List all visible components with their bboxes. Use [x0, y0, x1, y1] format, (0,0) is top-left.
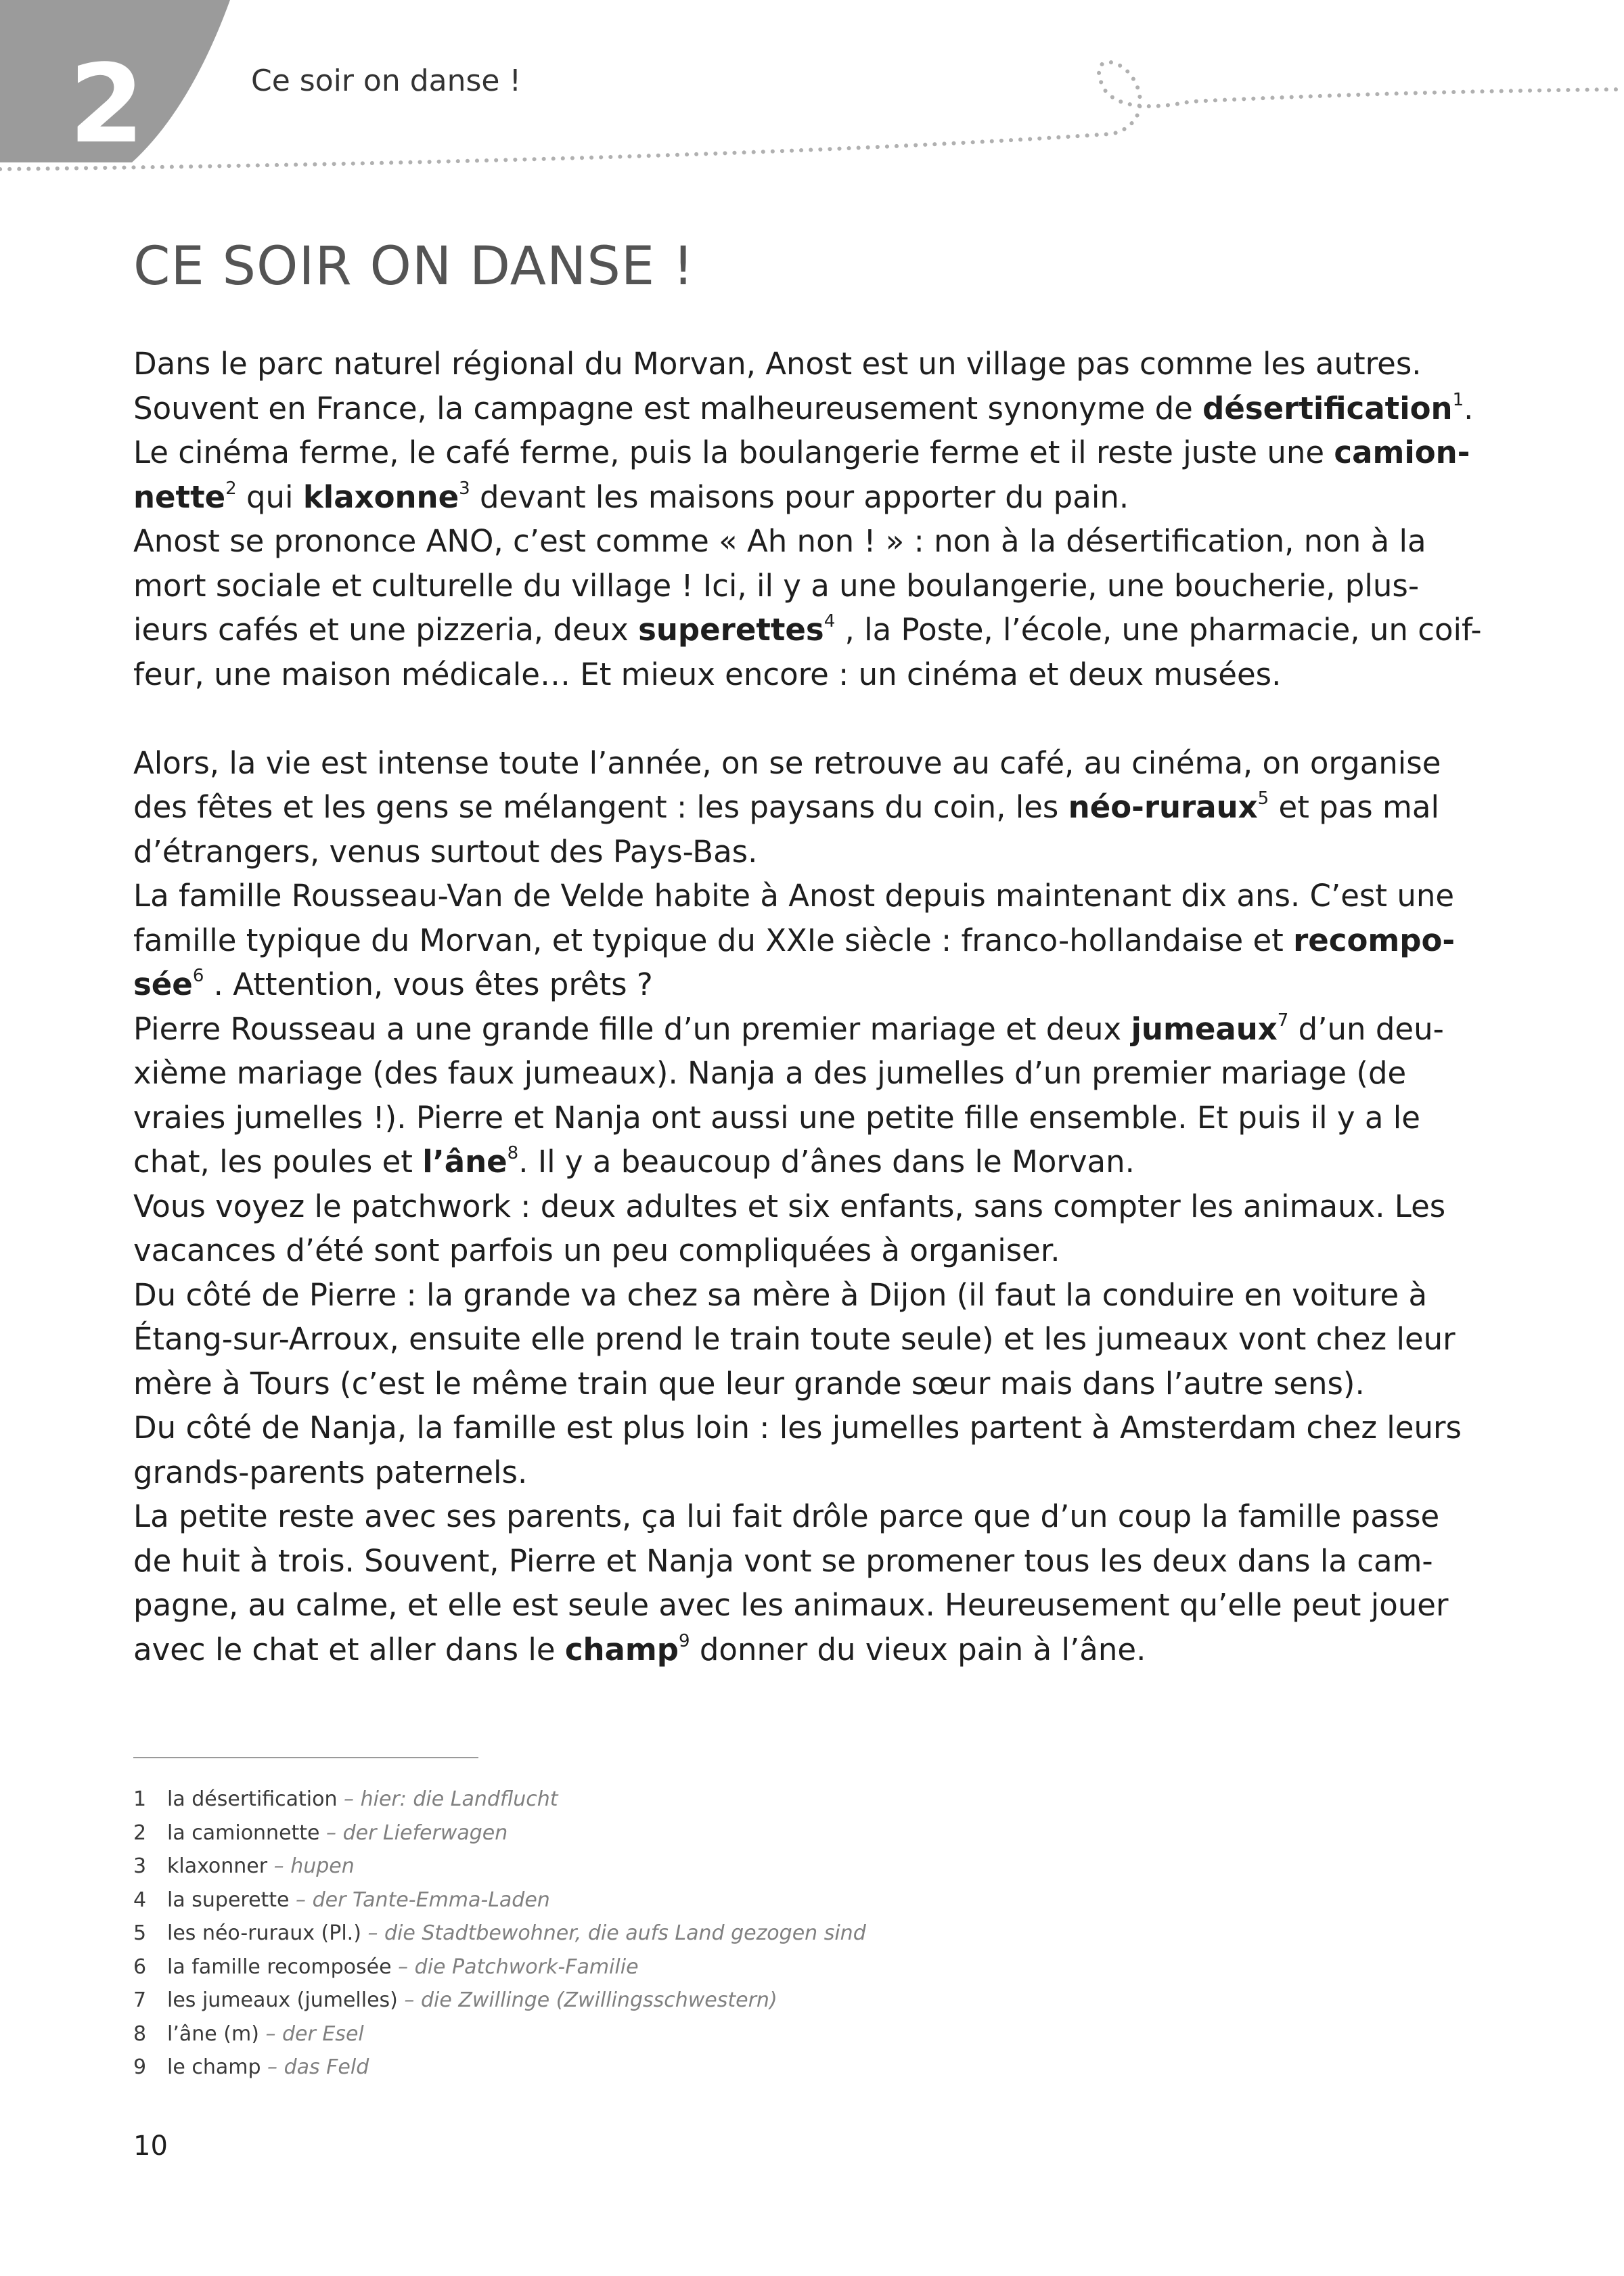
- vocab-term: désertification: [1202, 390, 1453, 426]
- footnote-gloss: die Patchwork-Familie: [414, 1955, 639, 1979]
- footnote-gloss: der Lieferwagen: [342, 1821, 508, 1845]
- footnote-term: la famille recomposée: [167, 1955, 392, 1979]
- footnote-number: 2: [133, 1821, 147, 1845]
- vocab-term: néo-ruraux: [1068, 789, 1258, 825]
- dotted-swirl-ornament: [0, 37, 1624, 183]
- text-line: vraies jumelles !). Pierre et Nanja ont aussi une petite fille ensemble. Et puis il y a le: [133, 1099, 1420, 1136]
- vocab-term: camion-: [1334, 434, 1470, 470]
- footnote-item: 7 les jumeaux (jumelles) – die Zwillinge (Zwillingsschwestern): [133, 1984, 866, 2017]
- text-line: Souvent en France, la campagne est malheureusement synonyme de désertification$^1$.: [133, 389, 1474, 426]
- text-line: sée$^6$ . Attention, vous êtes prêts ?: [133, 966, 653, 1002]
- text-line: pagne, au calme, et elle est seule avec les animaux. Heureusement qu’elle peut jouer: [133, 1587, 1449, 1623]
- text-line: famille typique du Morvan, et typique du XXIe siècle : franco-hollandaise et recompo-: [133, 922, 1456, 958]
- vocab-term: klaxonne: [302, 478, 459, 515]
- page-title: CE SOIR ON DANSE !: [133, 236, 695, 297]
- text-line: La famille Rousseau-Van de Velde habite à Anost depuis maintenant dix ans. C’est une: [133, 878, 1455, 914]
- chapter-number: 2: [69, 41, 145, 167]
- text-line: Vous voyez le patchwork : deux adultes et six enfants, sans compter les animaux. Les: [133, 1188, 1446, 1224]
- text-line: des fêtes et les gens se mélangent : les paysans du coin, les néo-ruraux$^5$ et pas mal: [133, 788, 1439, 825]
- footnote-item: 9 le champ – das Feld: [133, 2051, 866, 2084]
- footnote-term: l’âne (m): [167, 2022, 259, 2046]
- vocab-term: jumeaux: [1131, 1010, 1278, 1047]
- vocab-term: l’âne: [422, 1144, 508, 1180]
- footnote-ref: 8: [507, 1143, 519, 1163]
- footnote-item: 5 les néo-ruraux (Pl.) – die Stadtbewohner, die aufs Land gezogen sind: [133, 1917, 866, 1950]
- text-line: nette$^2$ qui klaxonne$^3$ devant les maisons pour apporter du pain.: [133, 478, 1129, 515]
- text-line: Du côté de Nanja, la famille est plus loin : les jumelles partent à Amsterdam chez leurs: [133, 1410, 1462, 1446]
- vocab-term: nette: [133, 478, 226, 515]
- footnote-number: 9: [133, 2055, 147, 2079]
- text-line: Étang-sur-Arroux, ensuite elle prend le train toute seule) et les jumeaux vont chez leur: [133, 1321, 1456, 1357]
- text-line: vacances d’été sont parfois un peu compliquées à organiser.: [133, 1232, 1060, 1268]
- vocab-term: superettes: [638, 612, 824, 648]
- footnote-ref: 2: [225, 478, 237, 499]
- footnote-ref: 6: [192, 966, 204, 986]
- text-line: La petite reste avec ses parents, ça lui fait drôle parce que d’un coup la famille passe: [133, 1498, 1440, 1534]
- footnote-item: 3 klaxonner – hupen: [133, 1850, 866, 1883]
- footnote-term: la désertification: [167, 1787, 338, 1811]
- footnote-divider: [133, 1757, 478, 1758]
- text-line: Dans le parc naturel régional du Morvan, Anost est un village pas comme les autres.: [133, 346, 1422, 382]
- footnote-ref: 9: [679, 1630, 690, 1651]
- footnote-gloss: die Stadtbewohner, die aufs Land gezogen sind: [384, 1921, 866, 1945]
- text-line: d’étrangers, venus surtout des Pays-Bas.: [133, 833, 758, 870]
- footnote-item: 4 la superette – der Tante-Emma-Laden: [133, 1883, 866, 1917]
- text-line: mère à Tours (c’est le même train que leur grande sœur mais dans l’autre sens).: [133, 1365, 1365, 1402]
- footnote-term: les jumeaux (jumelles): [167, 1988, 398, 2012]
- text-line: de huit à trois. Souvent, Pierre et Nanja vont se promener tous les deux dans la cam-: [133, 1542, 1433, 1579]
- footnote-term: la superette: [167, 1888, 290, 1912]
- footnote-number: 3: [133, 1854, 147, 1878]
- text-line: ieurs cafés et une pizzeria, deux superettes$^4$ , la Poste, l’école, une pharmacie, un coif-: [133, 611, 1482, 648]
- footnote-number: 6: [133, 1955, 147, 1979]
- footnote-gloss: die Zwillinge (Zwillingsschwestern): [420, 1988, 777, 2012]
- footnote-item: 6 la famille recomposée – die Patchwork-Familie: [133, 1950, 866, 1984]
- main-text: [133, 342, 1500, 1672]
- text-line: Anost se prononce ANO, c’est comme « Ah non ! » : non à la désertification, non à la: [133, 523, 1426, 559]
- vocab-term: champ: [564, 1631, 679, 1668]
- text-line: Le cinéma ferme, le café ferme, puis la boulangerie ferme et il reste juste une camion-: [133, 434, 1470, 470]
- footnote-number: 7: [133, 1988, 147, 2012]
- footnote-item: 2 la camionnette – der Lieferwagen: [133, 1816, 866, 1850]
- footnote-gloss: der Esel: [281, 2022, 364, 2046]
- footnote-number: 5: [133, 1921, 147, 1945]
- running-header-title: Ce soir on danse !: [251, 64, 522, 98]
- vocab-term: recompo-: [1293, 922, 1456, 958]
- footnote-ref: 5: [1257, 788, 1269, 809]
- footnote-gloss: hupen: [290, 1854, 355, 1878]
- footnote-item: 1 la désertification – hier: die Landflucht: [133, 1783, 866, 1816]
- footnote-gloss: der Tante-Emma-Laden: [312, 1888, 550, 1912]
- footnote-term: la camionnette: [167, 1821, 320, 1845]
- footnote-number: 1: [133, 1787, 147, 1811]
- footnote-ref: 7: [1277, 1010, 1289, 1031]
- text-line: Alors, la vie est intense toute l’année, on se retrouve au café, au cinéma, on organise: [133, 744, 1441, 781]
- footnote-gloss: hier: die Landflucht: [360, 1787, 558, 1811]
- page-number: 10: [133, 2130, 168, 2162]
- text-line: grands-parents paternels.: [133, 1454, 528, 1490]
- text-line: Du côté de Pierre : la grande va chez sa mère à Dijon (il faut la conduire en voiture à: [133, 1276, 1428, 1313]
- footnote-ref: 3: [459, 478, 470, 499]
- vocab-term: sée: [133, 966, 193, 1002]
- footnote-item: 8 l’âne (m) – der Esel: [133, 2017, 866, 2051]
- text-line: chat, les poules et l’âne$^8$. Il y a beaucoup d’ânes dans le Morvan.: [133, 1143, 1135, 1180]
- text-line: mort sociale et culturelle du village ! Ici, il y a une boulangerie, une boucherie, plus-: [133, 567, 1420, 604]
- text-line: avec le chat et aller dans le champ$^9$ donner du vieux pain à l’âne.: [133, 1630, 1146, 1668]
- footnote-number: 8: [133, 2022, 147, 2046]
- text-line: Pierre Rousseau a une grande fille d’un premier mariage et deux jumeaux$^7$ d’un deu-: [133, 1010, 1444, 1047]
- paragraph-gap: [133, 696, 1500, 741]
- footnote-term: les néo-ruraux (Pl.): [167, 1921, 361, 1945]
- footnote-term: klaxonner: [167, 1854, 268, 1878]
- text-line: xième mariage (des faux jumeaux). Nanja a des jumelles d’un premier mariage (de: [133, 1055, 1407, 1091]
- text-line: feur, une maison médicale… Et mieux encore : un cinéma et deux musées.: [133, 656, 1282, 692]
- footnote-term: le champ: [167, 2055, 261, 2079]
- footnote-ref: 1: [1452, 389, 1464, 410]
- footnote-gloss: das Feld: [284, 2055, 369, 2079]
- footnote-ref: 4: [824, 611, 836, 631]
- footnotes-list: [133, 1783, 866, 2084]
- footnote-number: 4: [133, 1888, 147, 1912]
